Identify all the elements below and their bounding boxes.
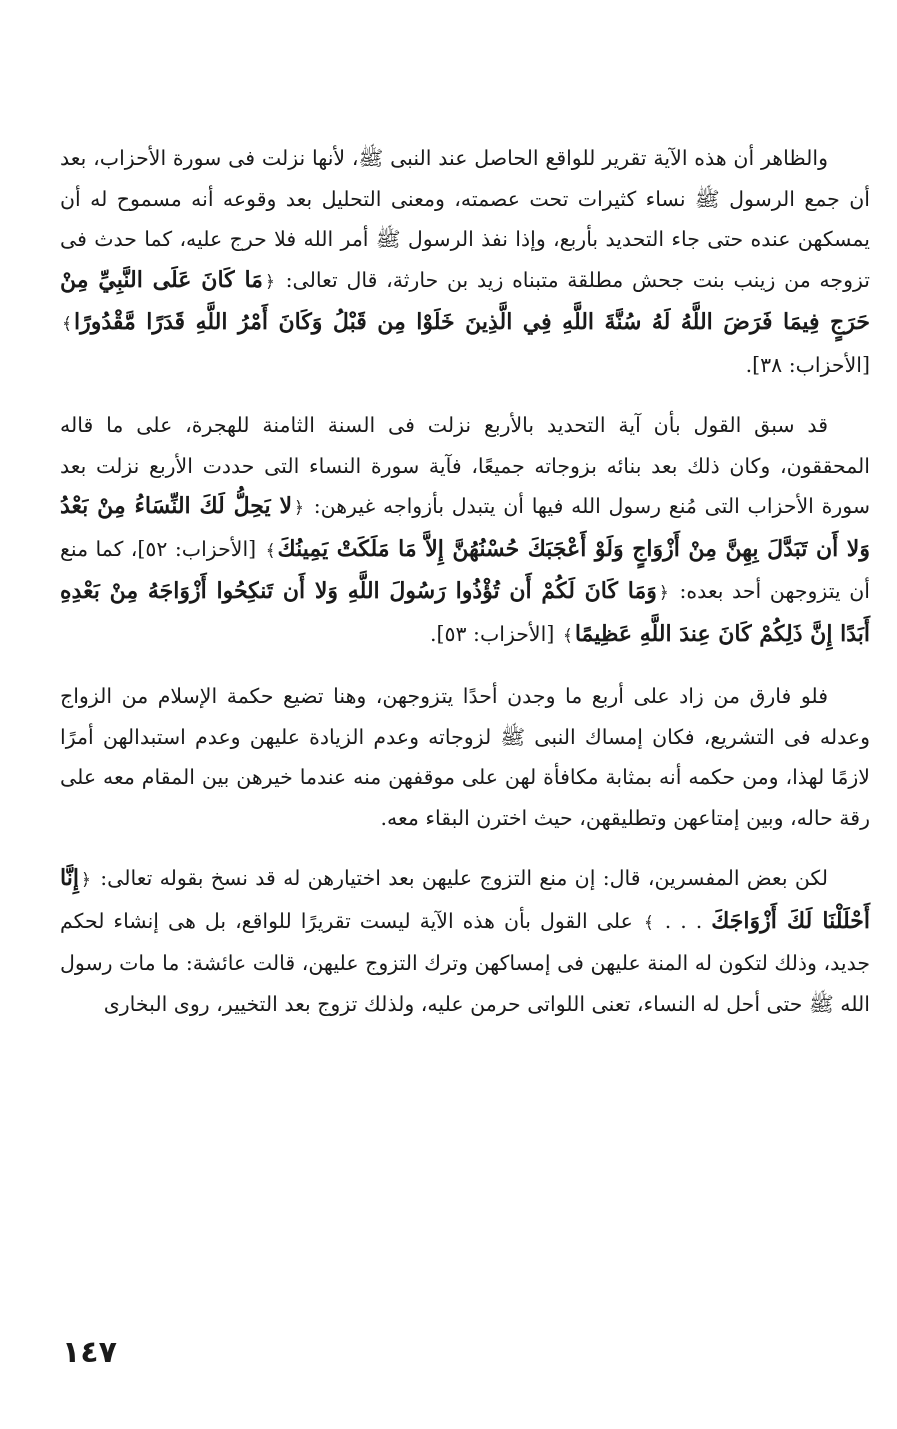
body-text: لكن بعض المفسرين، قال: إن منع التزوج عليهن بعد اختيارهن له قد نسخ بقوله تعالى: — [92, 866, 828, 890]
page-number: ١٤٧ — [62, 1335, 117, 1370]
quran-verse: وَمَا كَانَ لَكُمْ أَن تُؤْذُوا رَسُولَ اللَّهِ وَلا أَن تَنكِحُوا أَزْوَاجَهُ مِنْ بَعْدِهِ أَبَدًا إِنَّ ذَلِكُمْ كَانَ عِندَ اللَّهِ عَظِيمًا — [60, 578, 870, 647]
body-text: فلو فارق من زاد على أربع ما وجدن أحدًا يتزوجهن، وهنا تضيع حكمة الإسلام من الزواج وعدله فى التشريع، فكان إمساك النبى ﷺ لزوجاته وعدم الزيادة عليهن وعدم استبدالهن أمرًا لازمًا لهذا، ومن حكمه أنه بمثابة مكافأة لهن على موقفهن منه عندما خيرهن بين المقام معه على رقة حاله، وبين إمتاعهن وتطليقهن، حيث اخترن البقاء معه. — [60, 684, 870, 830]
body-text: على القول بأن هذه الآية ليست تقريرًا للواقع، بل هى إنشاء لحكم جديد، وذلك لتكون له المنة عليهن فى إمساكهن وترك التزوج عليهن، قالت عائشة: ما مات رسول الله ﷺ حتى أحل له النساء، تعنى اللواتى حرمن عليه، ولذلك تزوج بعد التخيير، روى البخارى — [60, 908, 870, 1016]
body-text: [الأحزاب: ٥٢]، كما منع أن يتزوجهن أحد بعده: — [60, 536, 870, 603]
paragraph — [60, 676, 870, 838]
body-text: . . . — [655, 908, 712, 933]
verse-bracket-ornament: ﴿ — [658, 583, 669, 603]
page-body — [60, 138, 870, 1044]
body-text: قد سبق القول بأن آية التحديد بالأربع نزلت فى السنة الثامنة للهجرة، على ما قاله المحققون، وكان ذلك بعد بنائه بزوجاته جميعًا، فآية سورة النساء التى حددت الأربع نزلت بعد سورة الأحزاب التى مُنع رسول الله فيها أن يتبدل بأزواجه غيرهن: — [60, 413, 871, 518]
verse-bracket-ornament: ﴿ — [80, 870, 91, 890]
verse-bracket-ornament: ﴾ — [562, 625, 573, 646]
verse-bracket-ornament: ﴾ — [265, 540, 276, 561]
verse-bracket-ornament: ﴾ — [643, 912, 654, 933]
paragraph — [60, 138, 870, 385]
verse-bracket-ornament: ﴿ — [294, 498, 304, 518]
quran-verse: لا يَحِلُّ لَكَ النِّسَاءُ مِنْ بَعْدُ وَلا أَن تَبَدَّلَ بِهِنَّ مِنْ أَزْوَاجٍ وَلَوْ أَعْجَبَكَ حُسْنُهُنَّ إِلاَّ مَا مَلَكَتْ يَمِينُكَ — [60, 493, 870, 562]
verse-bracket-ornament: ﴿ — [264, 271, 275, 292]
quran-verse: مَا كَانَ عَلَى النَّبِيِّ مِنْ حَرَجٍ فِيمَا فَرَضَ اللَّهُ لَهُ سُنَّةَ اللَّهِ فِي الَّذِينَ خَلَوْا مِن قَبْلُ وَكَانَ أَمْرُ اللَّهِ قَدَرًا مَّقْدُورًا — [60, 266, 870, 335]
quran-verse: إِنَّا أَحْلَلْنَا لَكَ أَزْوَاجَكَ — [60, 865, 870, 934]
body-text: [الأحزاب: ٥٣]. — [429, 621, 561, 646]
body-text: [الأحزاب: ٣٨]. — [745, 352, 870, 377]
paragraph — [60, 858, 870, 1024]
verse-bracket-ornament: ﴾ — [62, 314, 72, 334]
paragraph — [60, 405, 870, 656]
body-text: والظاهر أن هذه الآية تقرير للواقع الحاصل عند النبى ﷺ، لأنها نزلت فى سورة الأحزاب، بعد أن جمع الرسول ﷺ نساء كثيرات تحت عصمته، ومعنى التحليل بعد وقوعه أنه مسموح له أن يمسكهن عنده حتى جاء التحديد بأربع، وإذا نفذ الرسول ﷺ أمر الله فلا حرج عليه، كما حدث فى تزوجه من زينب بنت جحش مطلقة متبناه زيد بن حارثة، قال تعالى: — [60, 146, 870, 292]
